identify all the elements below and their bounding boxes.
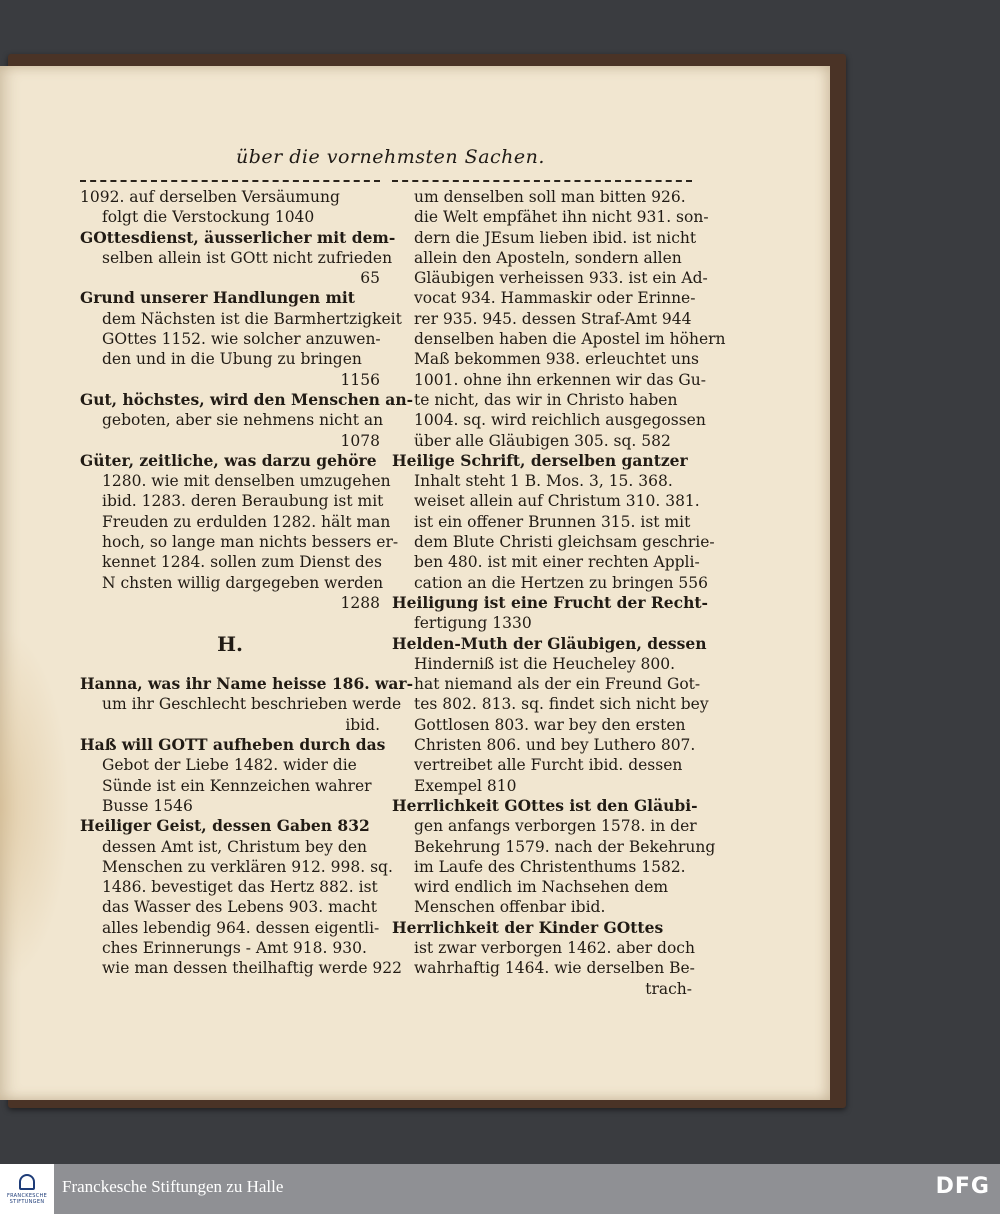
index-line: wahrhaftig 1464. wie derselben Be- <box>414 959 695 978</box>
index-line: hoch, so lange man nichts bessers er- <box>102 533 399 552</box>
index-line: te nicht, das wir in Christo haben <box>414 390 678 409</box>
index-line: Hinderniß ist die Heucheley 800. <box>414 654 676 673</box>
index-line: fertigung 1330 <box>414 614 532 633</box>
index-line: Heiligung ist eine Frucht der Recht- <box>392 592 708 612</box>
index-line: Herrlichkeit der Kinder GOttes <box>392 917 664 937</box>
index-line: geboten, aber sie nehmens nicht an <box>102 411 384 430</box>
index-line: allein den Aposteln, sondern allen <box>414 248 682 267</box>
index-line: dem Nächsten ist die Barmhertzigkeit <box>102 309 402 328</box>
index-line: Gut, höchstes, wird den Menschen an- <box>80 389 414 409</box>
index-line: Menschen zu verklären 912. 998. sq. <box>102 857 393 876</box>
index-line: rer 935. 945. dessen Straf-Amt 944 <box>414 309 692 328</box>
index-line: Christen 806. und bey Luthero 807. <box>414 736 696 755</box>
index-line: weiset allein auf Christum 310. 381. <box>414 492 700 511</box>
index-line: Heiliger Geist, dessen Gaben 832 <box>80 816 370 836</box>
index-line: um ihr Geschlecht beschrieben werde <box>102 695 402 714</box>
index-column-left <box>80 187 414 979</box>
index-line: tes 802. 813. sq. findet sich nicht bey <box>414 695 709 714</box>
index-line: über alle Gläubigen 305. sq. 582 <box>414 431 671 450</box>
index-line: kennet 1284. sollen zum Dienst des <box>102 553 382 572</box>
index-line: 1156 <box>340 370 380 389</box>
logo-text-2: STIFTUNGEN <box>9 1198 45 1205</box>
index-line: trach- <box>645 979 692 998</box>
index-line: ibid. <box>345 715 380 734</box>
index-line: Hanna, was ihr Name heisse 186. war- <box>80 674 414 694</box>
index-line: 1288 <box>340 593 380 612</box>
index-line: Helden-Muth der Gläubigen, dessen <box>392 633 707 653</box>
index-line: 65 <box>360 269 380 288</box>
index-line: selben allein ist GOtt nicht zufrieden <box>102 248 393 267</box>
index-line: Heilige Schrift, derselben gantzer <box>392 450 688 470</box>
index-line: Haß will GOTT aufheben durch das <box>80 735 386 755</box>
index-line: Menschen offenbar ibid. <box>414 898 606 917</box>
index-line: 1004. sq. wird reichlich ausgegossen <box>414 411 706 430</box>
index-line: H. <box>217 631 243 656</box>
index-column-right <box>392 187 726 999</box>
index-line: das Wasser des Lebens 903. macht <box>102 898 377 917</box>
index-line: vertreibet alle Furcht ibid. dessen <box>414 756 683 775</box>
index-line: wie man dessen theilhaftig werde 922 <box>102 959 403 978</box>
index-line: Gebot der Liebe 1482. wider die <box>102 756 357 775</box>
index-line <box>80 613 380 633</box>
paper-stain <box>0 626 70 986</box>
footer-bar <box>0 1164 1000 1214</box>
index-line <box>80 654 380 674</box>
index-line: Bekehrung 1579. nach der Bekehrung <box>414 837 716 856</box>
dfg-logo[interactable]: DFG <box>935 1174 990 1199</box>
index-line: ist ein offener Brunnen 315. ist mit <box>414 512 691 531</box>
index-line: 1092. auf derselben Versäumung <box>80 188 340 206</box>
index-line: ches Erinnerungs - Amt 918. 930. <box>102 938 367 957</box>
index-line: GOttesdienst, äusserlicher mit dem- <box>80 227 396 247</box>
index-line: die Welt empfähet ihn nicht 931. son- <box>414 208 709 227</box>
running-header: über die vornehmsten Sachen. <box>236 146 545 168</box>
index-line: Freuden zu erdulden 1282. hält man <box>102 512 391 531</box>
header-rule-left <box>80 180 380 182</box>
index-line: gen anfangs verborgen 1578. in der <box>414 817 697 836</box>
index-line: dern die JEsum lieben ibid. ist nicht <box>414 228 697 247</box>
logo-emblem-icon <box>19 1174 35 1190</box>
index-line: Güter, zeitliche, was darzu gehöre <box>80 450 377 470</box>
index-line: Herrlichkeit GOttes ist den Gläubi- <box>392 795 698 815</box>
index-line: 1078 <box>340 431 380 450</box>
index-line: Maß bekommen 938. erleuchtet uns <box>414 350 699 369</box>
logo-text-1: FRANCKESCHE <box>6 1192 48 1199</box>
index-line: Exempel 810 <box>414 776 517 795</box>
index-line: GOttes 1152. wie solcher anzuwen- <box>102 330 381 349</box>
index-line: ibid. 1283. deren Beraubung ist mit <box>102 492 384 511</box>
index-line: 1001. ohne ihn erkennen wir das Gu- <box>414 370 706 389</box>
index-line: 1486. bevestiget das Hertz 882. ist <box>102 878 378 897</box>
index-line: ist zwar verborgen 1462. aber doch <box>414 938 695 957</box>
index-line: den und in die Ubung zu bringen <box>102 350 362 369</box>
institution-name: Franckesche Stiftungen zu Halle <box>62 1177 284 1196</box>
index-line: hat niemand als der ein Freund Got- <box>414 675 701 694</box>
index-line: im Laufe des Christenthums 1582. <box>414 857 686 876</box>
index-line: dessen Amt ist, Christum bey den <box>102 837 367 856</box>
index-line: dem Blute Christi gleichsam geschrie- <box>414 533 715 552</box>
header-rule-right <box>392 180 692 182</box>
franckesche-logo[interactable] <box>0 1164 54 1214</box>
index-line: alles lebendig 964. dessen eigentli- <box>102 918 380 937</box>
index-line: wird endlich im Nachsehen dem <box>414 878 669 897</box>
index-line: N chsten willig dargegeben werden <box>102 573 384 592</box>
index-line: Gottlosen 803. war bey den ersten <box>414 715 686 734</box>
index-line: 1280. wie mit denselben umzugehen <box>102 472 391 491</box>
index-line: Grund unserer Handlungen mit <box>80 288 355 308</box>
index-line: denselben haben die Apostel im höhern <box>414 330 726 349</box>
index-line: Busse 1546 <box>102 796 193 815</box>
index-line: um denselben soll man bitten 926. <box>414 188 686 206</box>
index-line: folgt die Verstockung 1040 <box>102 208 315 227</box>
index-line: cation an die Hertzen zu bringen 556 <box>414 573 708 592</box>
index-line: Gläubigen verheissen 933. ist ein Ad- <box>414 269 708 288</box>
index-line: ben 480. ist mit einer rechten Appli- <box>414 553 700 572</box>
index-line: vocat 934. Hammaskir oder Erinne- <box>414 289 696 308</box>
index-line: Inhalt steht 1 B. Mos. 3, 15. 368. <box>414 472 673 491</box>
index-line: Sünde ist ein Kennzeichen wahrer <box>102 776 372 795</box>
